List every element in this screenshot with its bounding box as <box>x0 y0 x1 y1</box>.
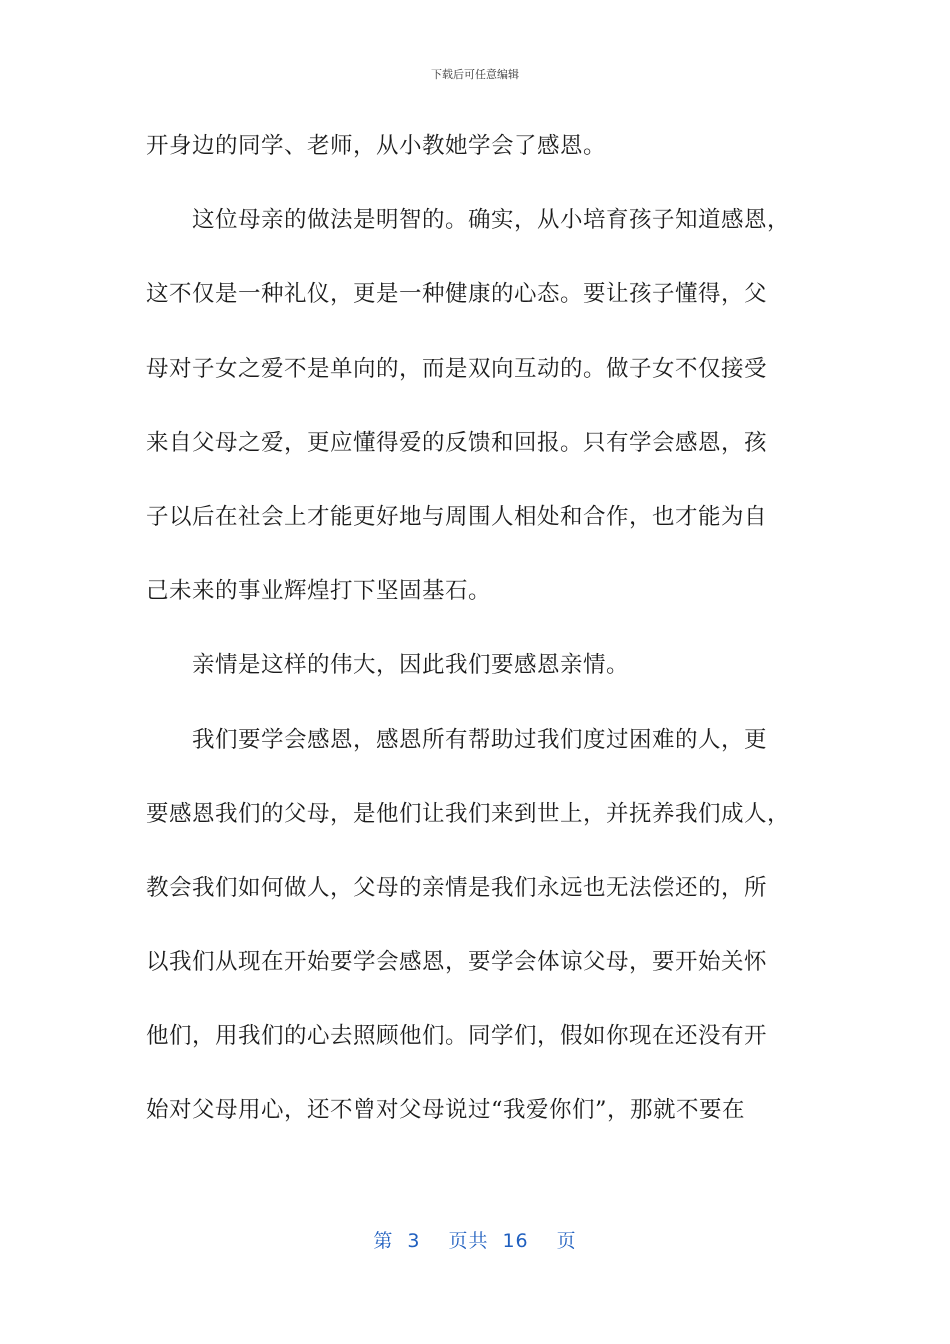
current-page-number: 3 <box>407 1230 421 1252</box>
text-line: 教会我们如何做人，父母的亲情是我们永远也无法偿还的，所 <box>146 874 768 901</box>
text-line: 这不仅是一种礼仪，更是一种健康的心态。要让孩子懂得，父 <box>146 281 768 308</box>
page-header: 下载后可任意编辑 <box>431 68 519 81</box>
page-footer-middle: 页共 <box>448 1230 489 1252</box>
text-line: 来自父母之爱，更应懂得爱的反馈和回报。只有学会感恩，孩 <box>146 429 768 456</box>
page-footer <box>0 1226 950 1253</box>
text-line: 己未来的事业辉煌打下坚固基石。 <box>146 578 492 605</box>
text-line: 要感恩我们的父母，是他们让我们来到世上，并抚养我们成人， <box>146 800 791 827</box>
paragraph-first-line: 我们要学会感恩，感恩所有帮助过我们度过困难的人，更 <box>192 726 768 753</box>
text-line: 他们，用我们的心去照顾他们。同学们，假如你现在还没有开 <box>146 1023 768 1050</box>
paragraph-first-line: 亲情是这样的伟大，因此我们要感恩亲情。 <box>192 652 630 679</box>
text-line: 以我们从现在开始要学会感恩，要学会体谅父母，要开始关怀 <box>146 949 768 976</box>
paragraph-first-line: 这位母亲的做法是明智的。确实，从小培育孩子知道感恩， <box>192 207 791 234</box>
page-footer-suffix: 页 <box>556 1230 577 1252</box>
text-line: 开身边的同学、老师，从小教她学会了感恩。 <box>146 133 607 159</box>
text-line: 母对子女之爱不是单向的，而是双向互动的。做子女不仅接受 <box>146 355 768 382</box>
total-pages-number: 16 <box>502 1230 529 1252</box>
text-line: 始对父母用心，还不曾对父母说过“我爱你们”，那就不要在 <box>146 1097 746 1124</box>
text-line: 子以后在社会上才能更好地与周围人相处和合作，也才能为自 <box>146 503 768 530</box>
body-text <box>146 126 806 1165</box>
page-footer-prefix: 第 <box>373 1230 394 1252</box>
